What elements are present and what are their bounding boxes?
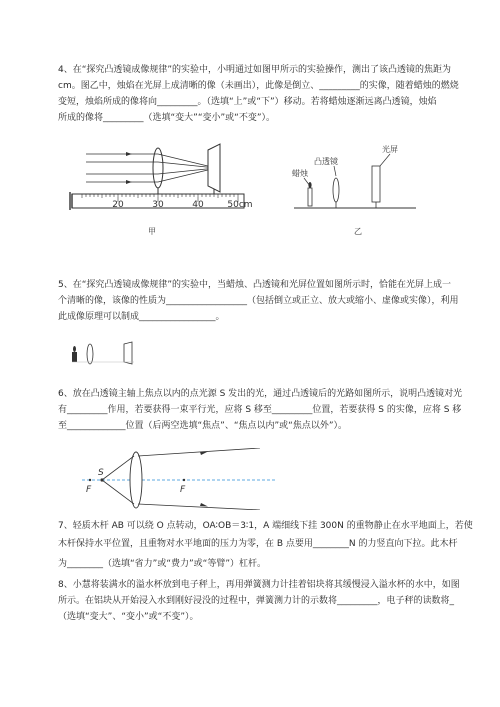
q4-line-3: 变短，烛焰所成的像将向_________。（选填“上”或“下”）移动。若将蜡烛逐渐远离凸透镜，烛焰 — [58, 97, 437, 107]
q7-line-1: 7、轻质木杆 AB 可以绕 O 点转动，OA∶OB＝3∶1，A 端细线下挂 300N 的重物静止在水平地面上，若使 — [58, 521, 473, 531]
ruler-label-30: 30 — [152, 200, 164, 210]
figure-jia-focal-length — [68, 136, 268, 222]
q7-line-2: 木杆保持水平位置，且重物对水平地面的压力为零，在 B 点要用________N 的力竖直向下拉。此木杆 — [58, 539, 458, 549]
label-lens: 凸透镜 — [314, 157, 338, 166]
q5-line-3: 此成像原理可以制成_________________。 — [58, 312, 225, 322]
light-rays — [86, 154, 216, 182]
screen-shape — [208, 144, 220, 192]
figure-yi-apparatus — [290, 140, 420, 220]
q6-line-2: 有_________作用，若要获得一束平行光，应将 S 移至_________位置，若要获得 S 的实像，应将 S 移 — [58, 405, 462, 415]
question-7 — [58, 518, 476, 572]
q6-line-3: 至_____________位置（后两空选填“焦点”、“焦点以内”或“焦点以外”）。 — [58, 421, 347, 431]
question-6 — [58, 386, 476, 434]
label-s: S — [98, 468, 104, 478]
lens-shape — [333, 178, 339, 202]
label-f-left: F — [86, 485, 92, 495]
ruler-label-20: 20 — [112, 200, 124, 210]
label-screen: 光屏 — [382, 145, 398, 154]
candle-shape — [308, 188, 312, 206]
q4-line-2: cm。图乙中，烛焰在光屏上成清晰的像（未画出），此像是倒立、_________的实像，随着蜡烛的燃烧 — [58, 81, 459, 91]
ruler-label-40: 40 — [192, 200, 204, 210]
q5-screen — [124, 342, 132, 364]
q4-line-4: 所成的像将_________（选填“变大”“变小”或“不变”）。 — [58, 113, 275, 123]
q5-lens — [87, 344, 93, 364]
q8-line-2: 所示。在铝块从开始浸入水到刚好浸没的过程中，弹簧测力计的示数将_________，电子秤的读数将_ — [58, 596, 455, 606]
q8-line-1: 8、小慧将装满水的溢水杯放到电子秤上，再用弹簧测力计挂着铝块将其缓慢浸入溢水杯的水中，如图 — [58, 580, 460, 590]
label-f-right: F — [180, 485, 186, 495]
figure-q6-lens-ray — [80, 448, 280, 510]
screen-rect — [372, 166, 380, 202]
q4-line-1: 4、在“探究凸透镜成像规律”的实验中，小明通过如图甲所示的实验操作，测出了该凸透镜的焦距为 — [58, 65, 452, 75]
question-4 — [58, 62, 476, 126]
q6-lens — [130, 452, 142, 508]
q8-line-3: （选填“变大”、“变小”或“不变”）。 — [58, 612, 199, 622]
q7-line-3: 为________（选填“省力”或“费力”或“等臂”）杠杆。 — [58, 559, 266, 569]
q5-line-2: 个清晰的像，该像的性质为__________________（包括倒立或正立、放大或缩小、虚像或实像），利用 — [58, 296, 459, 306]
label-candle: 蜡烛 — [292, 169, 308, 178]
q6-line-1: 6、放在凸透镜主轴上焦点以内的点光源 S 发出的光，通过凸透镜后的光路如图所示，说明凸透镜对光 — [58, 389, 463, 399]
figure-yi-caption: 乙 — [354, 227, 362, 236]
question-8 — [58, 577, 476, 625]
q5-line-1: 5、在“探究凸透镜成像规律”的实验中，当蜡烛、凸透镜和光屏位置如图所示时，恰能在光屏上成一 — [58, 280, 452, 290]
figure-jia-caption: 甲 — [148, 227, 156, 236]
figure-q5-candle-lens-screen — [68, 340, 148, 366]
ruler-label-50cm: 50cm — [227, 200, 253, 210]
question-5 — [58, 277, 476, 325]
